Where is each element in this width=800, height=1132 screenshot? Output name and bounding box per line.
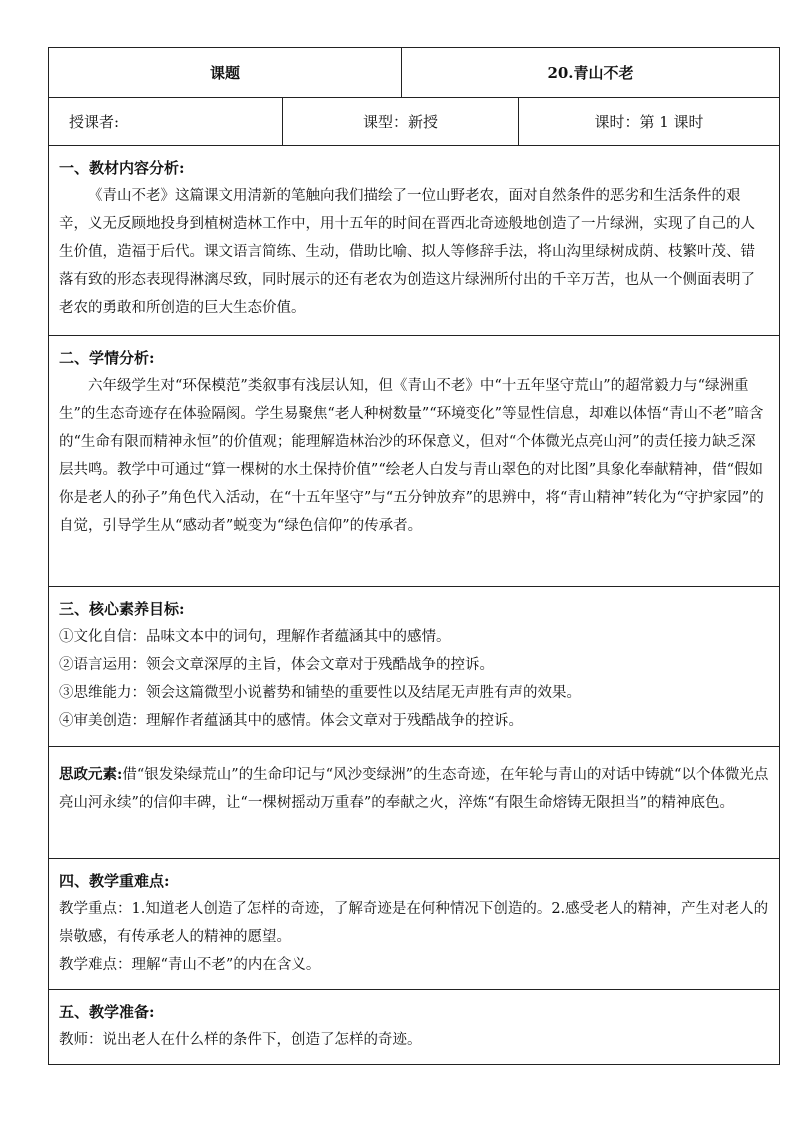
preparation-section	[49, 990, 779, 1066]
lesson-plan-table	[48, 47, 780, 1065]
key-points-section	[49, 859, 779, 990]
goal-item: ④审美创造：理解作者蕴涵其中的感情。体会文章对于残酷战争的控诉。	[59, 713, 523, 729]
topic-label: 课题	[209, 64, 240, 82]
student-analysis-heading: 二、学情分析:	[59, 349, 155, 367]
lesson-type: 课型：新授	[282, 98, 518, 145]
goal-item: ①文化自信：品味文本中的词句，理解作者蕴涵其中的感情。	[59, 629, 451, 645]
textbook-analysis-section	[49, 146, 779, 336]
meta-row	[49, 98, 779, 146]
textbook-analysis-text: 《青山不老》这篇课文用清新的笔触向我们描绘了一位山野老农，面对自然条件的恶劣和生活条件的艰辛，义无反顾地投身到植树造林工作中，用十五年的时间在晋西北奇迹般地创造了一片绿洲，实现了自己的人生价值，造福于后代。课文语言简练、生动，借助比喻、拟人等修辞手法，将山沟里绿树成荫、枝繁叶茂、错落有致的形态表现得淋漓尽致，同时展示的还有老农为创造这片绿洲所付出的千辛万苦，也从一个侧面表明了老农的勇敢和所创造的巨大生态价值。	[59, 188, 755, 316]
goal-item: ②语言运用：领会文章深厚的主旨，体会文章对于残酷战争的控诉。	[59, 657, 494, 673]
topic-value: 20.青山不老	[401, 48, 779, 97]
student-analysis-section	[49, 336, 779, 587]
key-points-focus: 教学重点：1.知道老人创造了怎样的奇迹，了解奇迹是在何种情况下创造的。2.感受老人的精神，产生对老人的崇敬感，有传承老人的精神的愿望。	[59, 901, 769, 945]
core-goals-heading: 三、核心素养目标:	[59, 600, 185, 618]
key-points-difficulty: 教学难点：理解“青山不老”的内在含义。	[59, 957, 321, 973]
core-goals-section	[49, 587, 779, 747]
ideology-text	[59, 761, 769, 817]
key-points-heading: 四、教学重难点:	[59, 872, 170, 890]
ideology-label: 思政元素:	[59, 766, 123, 783]
student-analysis-text: 六年级学生对“环保模范”类叙事有浅层认知，但《青山不老》中“十五年坚守荒山”的超常毅力与“绿洲重生”的生态奇迹存在体验隔阂。学生易聚焦“老人种树数量”“环境变化”等显性信息，却难以体悟“青山不老”暗含的“生命有限而精神永恒”的价值观；能理解造林治沙的环保意义，但对“个体微光点亮山河”的责任接力缺乏深层共鸣。教学中可通过“算一棵树的水土保持价值”“绘老人白发与青山翠色的对比图”具象化奉献精神，借“假如你是老人的孙子”角色代入活动，在“十五年坚守”与“五分钟放弃”的思辨中，将“青山精神”转化为“守护家园”的自觉，引导学生从“感动者”蜕变为“绿色信仰”的传承者。	[59, 378, 764, 534]
preparation-heading: 五、教学准备:	[59, 1003, 155, 1021]
teacher-label: 授课者:	[69, 113, 120, 131]
ideology-body: 借“银发染绿荒山”的生命印记与“风沙变绿洲”的生态奇迹，在年轮与青山的对话中铸就“以个体微光点亮山河永续”的信仰丰碑，让“一棵树摇动万重春”的奉献之火，淬炼“有限生命熔铸无限担当”的精神底色。	[59, 767, 769, 811]
goal-item: ③思维能力：领会这篇微型小说蓄势和铺垫的重要性以及结尾无声胜有声的效果。	[59, 685, 581, 701]
textbook-analysis-heading: 一、教材内容分析:	[59, 159, 185, 177]
topic-row	[49, 48, 779, 98]
lesson-hours: 课时：第 1 课时	[518, 98, 779, 145]
ideology-section	[49, 747, 779, 859]
preparation-text: 教师：说出老人在什么样的条件下，创造了怎样的奇迹。	[59, 1032, 422, 1048]
